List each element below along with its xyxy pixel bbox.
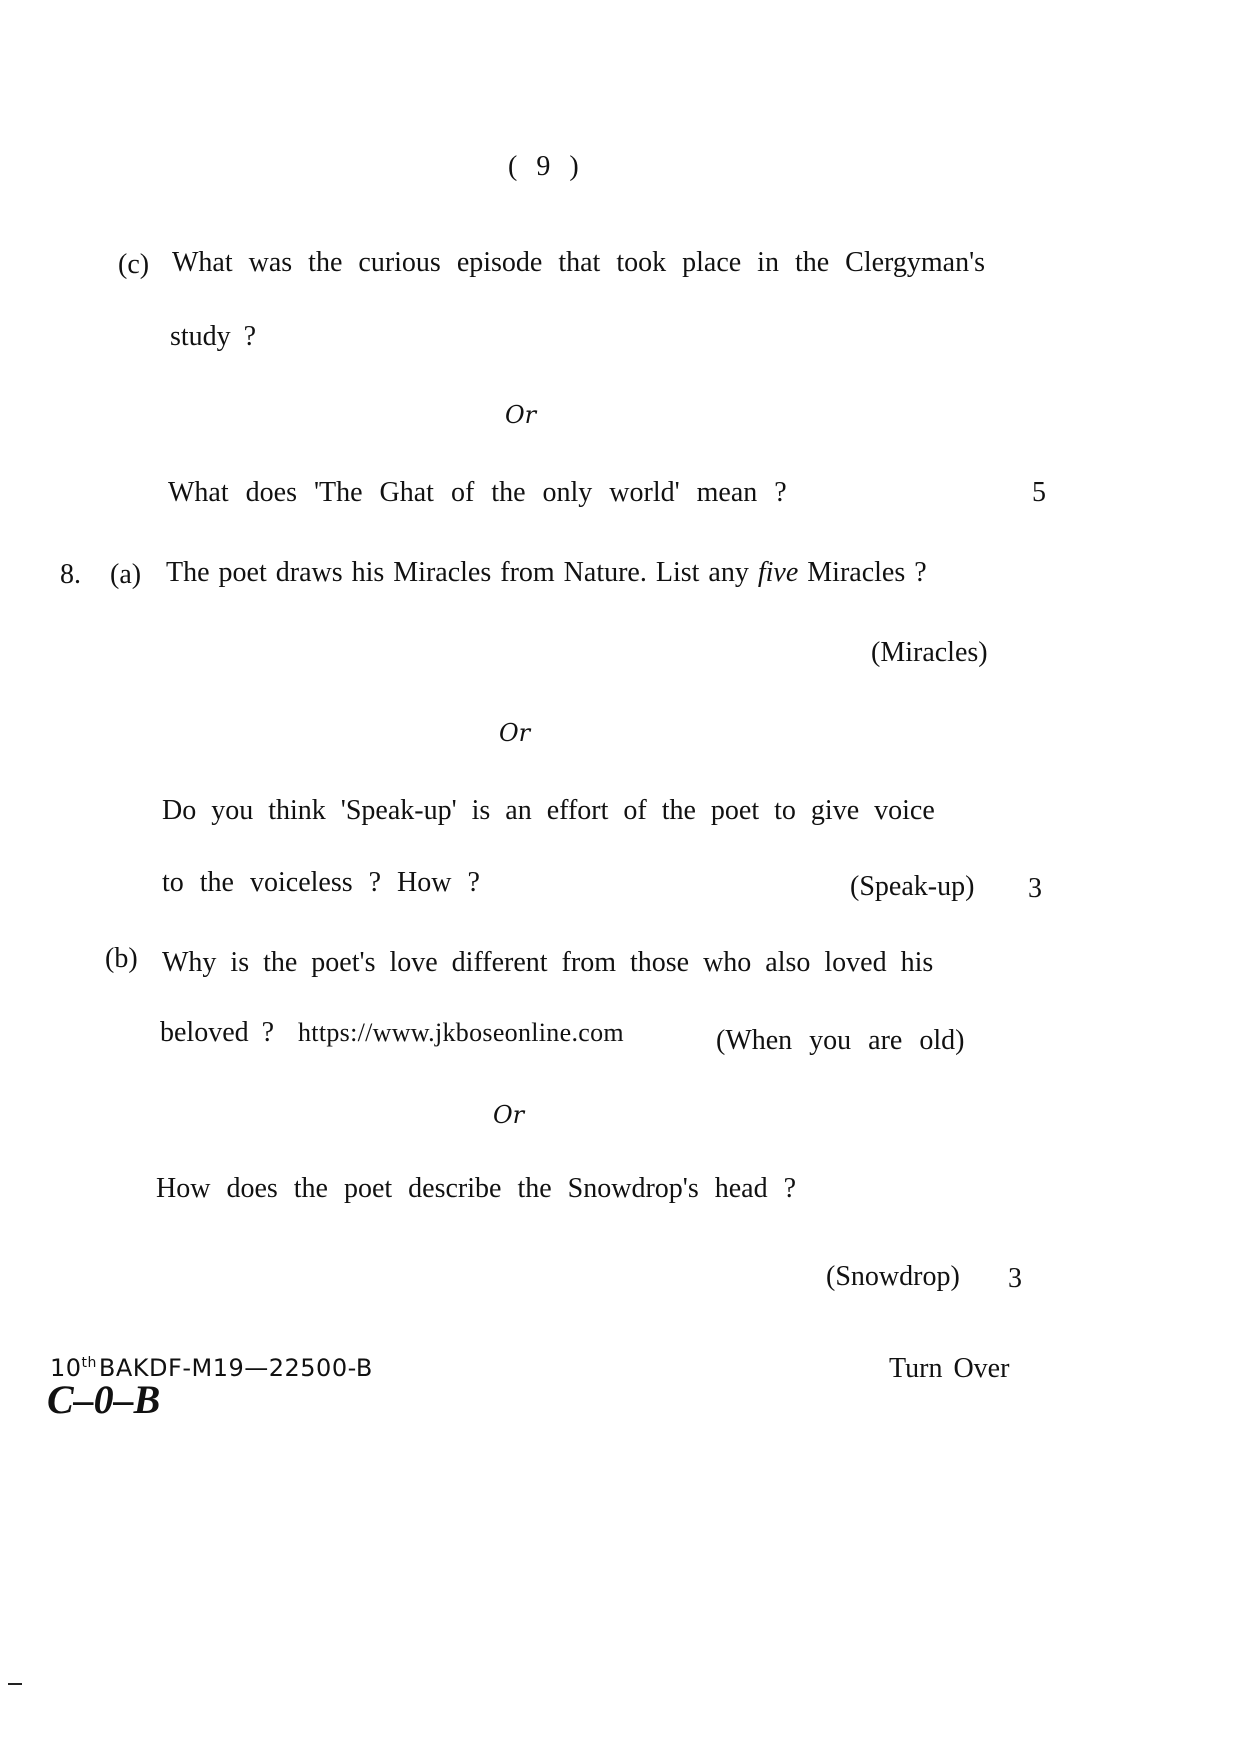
question-7c-line-2: study ? xyxy=(170,321,257,352)
marks-value: 3 xyxy=(1028,873,1042,904)
question-7c-label: (c) xyxy=(118,249,150,280)
or-divider: Or xyxy=(499,719,531,747)
source-poem-label: (When you are old) xyxy=(716,1025,965,1056)
turn-over-label: Turn Over xyxy=(889,1353,1010,1384)
question-8a-label: (a) xyxy=(110,559,142,590)
paper-set-code: C–0–B xyxy=(47,1377,161,1422)
or-divider: Or xyxy=(493,1101,525,1129)
question-8a-line-1: The poet draws his Miracles from Nature. List any five Miracles ? xyxy=(166,557,927,588)
question-8b-alternative: How does the poet describe the Snowdrop's head ? xyxy=(156,1173,797,1204)
question-7c-line-1: What was the curious episode that took place in the Clergyman's xyxy=(172,247,986,278)
source-poem-label: (Speak-up) xyxy=(850,871,975,902)
question-8b-label: (b) xyxy=(105,943,138,974)
question-8b-line-1: Why is the poet's love different from those who also loved his xyxy=(162,947,934,978)
paper-code: 10thBAKDF-M19—22500-B xyxy=(50,1354,373,1382)
marks-value: 3 xyxy=(1008,1263,1022,1294)
website-url: https://www.jkboseonline.com xyxy=(298,1018,624,1047)
question-number: 8. xyxy=(60,559,81,590)
question-7c-alternative: What does 'The Ghat of the only world' mean ? xyxy=(168,477,787,508)
marks-value: 5 xyxy=(1032,477,1046,508)
page-number: ( 9 ) xyxy=(508,151,579,182)
or-divider: Or xyxy=(505,401,537,429)
source-poem-label: (Miracles) xyxy=(871,637,988,668)
question-8b-line-2: beloved ? xyxy=(160,1017,275,1048)
source-poem-label: (Snowdrop) xyxy=(826,1261,960,1292)
question-8a-alternative-line-2: to the voiceless ? How ? xyxy=(162,867,480,898)
scan-mark xyxy=(8,1683,22,1685)
question-8a-alternative-line-1: Do you think 'Speak-up' is an effort of the poet to give voice xyxy=(162,795,935,826)
